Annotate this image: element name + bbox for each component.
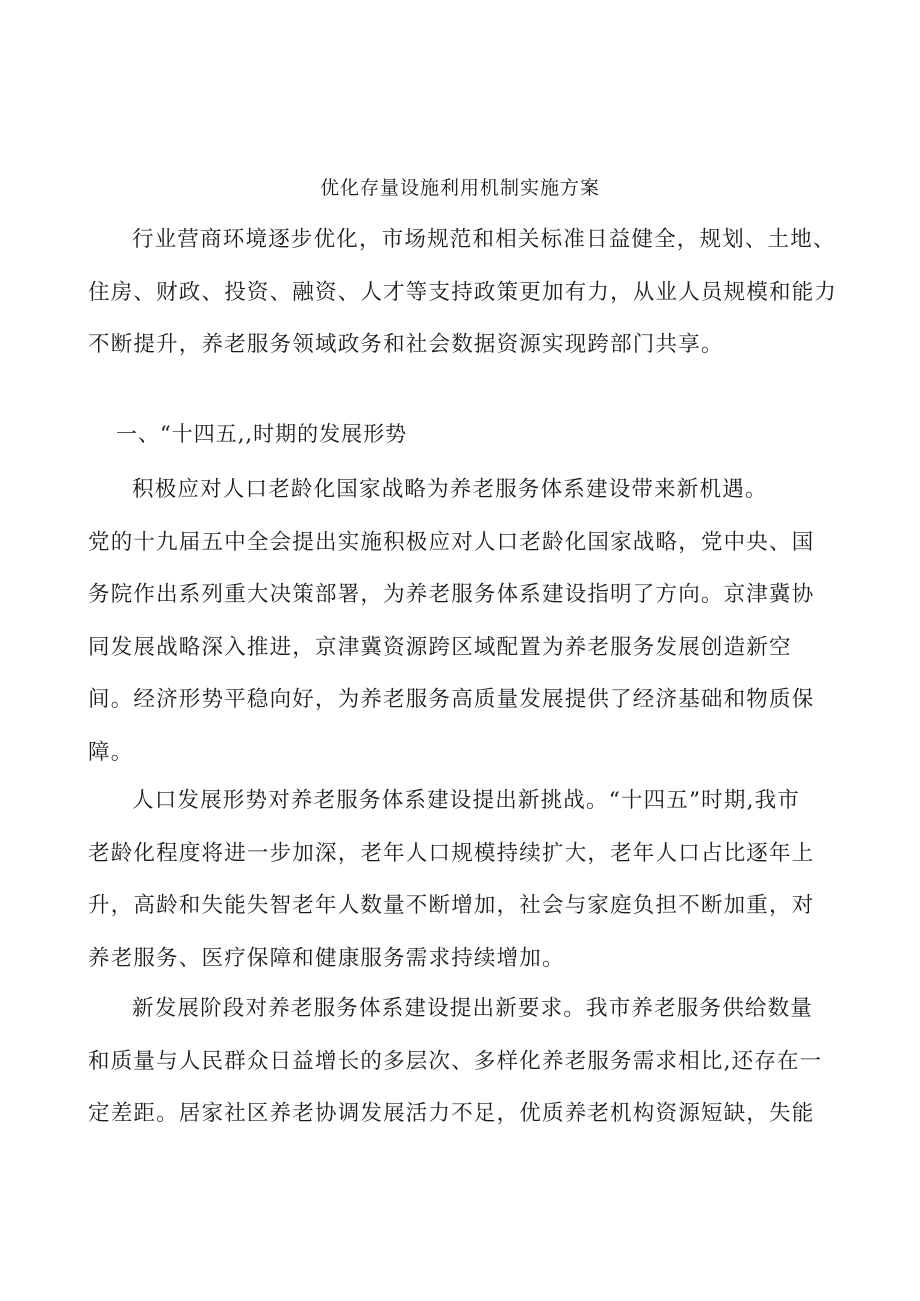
para1-line-6: 障。 — [88, 739, 134, 765]
para2-line-1: 人口发展形势对养老服务体系建设提出新挑战。“十四五”时期,我市 — [132, 788, 801, 813]
para1-line-4: 同发展战略深入推进，京津冀资源跨区域配置为养老服务发展创造新空 — [88, 634, 792, 660]
intro-line-2: 住房、财政、投资、融资、人才等支持政策更加有力，从业人员规模和能力 — [88, 279, 838, 305]
para1-line-1: 积极应对人口老龄化国家战略为养老服务体系建设带来新机遇。 — [132, 477, 768, 502]
document-title: 优化存量设施利用机制实施方案 — [319, 177, 600, 199]
paragraph-opportunities — [88, 464, 863, 779]
intro-paragraph — [88, 214, 863, 372]
para1-line-2: 党的十九届五中全会提出实施积极应对人口老龄化国家战略，党中央、国 — [88, 529, 815, 555]
para2-line-2: 老龄化程度将进一步加深，老年人口规模持续扩大，老年人口占比逐年上 — [88, 840, 815, 866]
intro-line-1: 行业营商环境逐步优化，市场规范和相关标准日益健全，规划、土地、 — [132, 227, 836, 252]
para3-line-1: 新发展阶段对养老服务体系建设提出新要求。我市养老服务供给数量 — [132, 996, 814, 1021]
section-heading: 一、“十四五,,时期的发展形势 — [116, 422, 408, 446]
para2-line-3: 升，高龄和失能失智老年人数量不断增加，社会与家庭负担不断加重，对 — [88, 893, 815, 918]
para3-line-2: 和质量与人民群众日益增长的多层次、多样化养老服务需求相比,还存在一 — [88, 1048, 823, 1074]
para2-line-4: 养老服务、医疗保障和健康服务需求持续增加。 — [88, 945, 565, 971]
para3-line-3: 定差距。居家社区养老协调发展活力不足，优质养老机构资源短缺，失能 — [88, 1101, 815, 1126]
intro-line-3: 不断提升，养老服务领域政务和社会数据资源实现跨部门共享。 — [88, 332, 724, 357]
paragraph-requirements — [88, 983, 863, 1141]
paragraph-challenges — [88, 775, 863, 985]
para1-line-3: 务院作出系列重大决策部署，为养老服务体系建设指明了方向。京津冀协 — [88, 582, 815, 607]
para1-line-5: 间。经济形势平稳向好，为养老服务高质量发展提供了经济基础和物质保 — [88, 687, 815, 712]
